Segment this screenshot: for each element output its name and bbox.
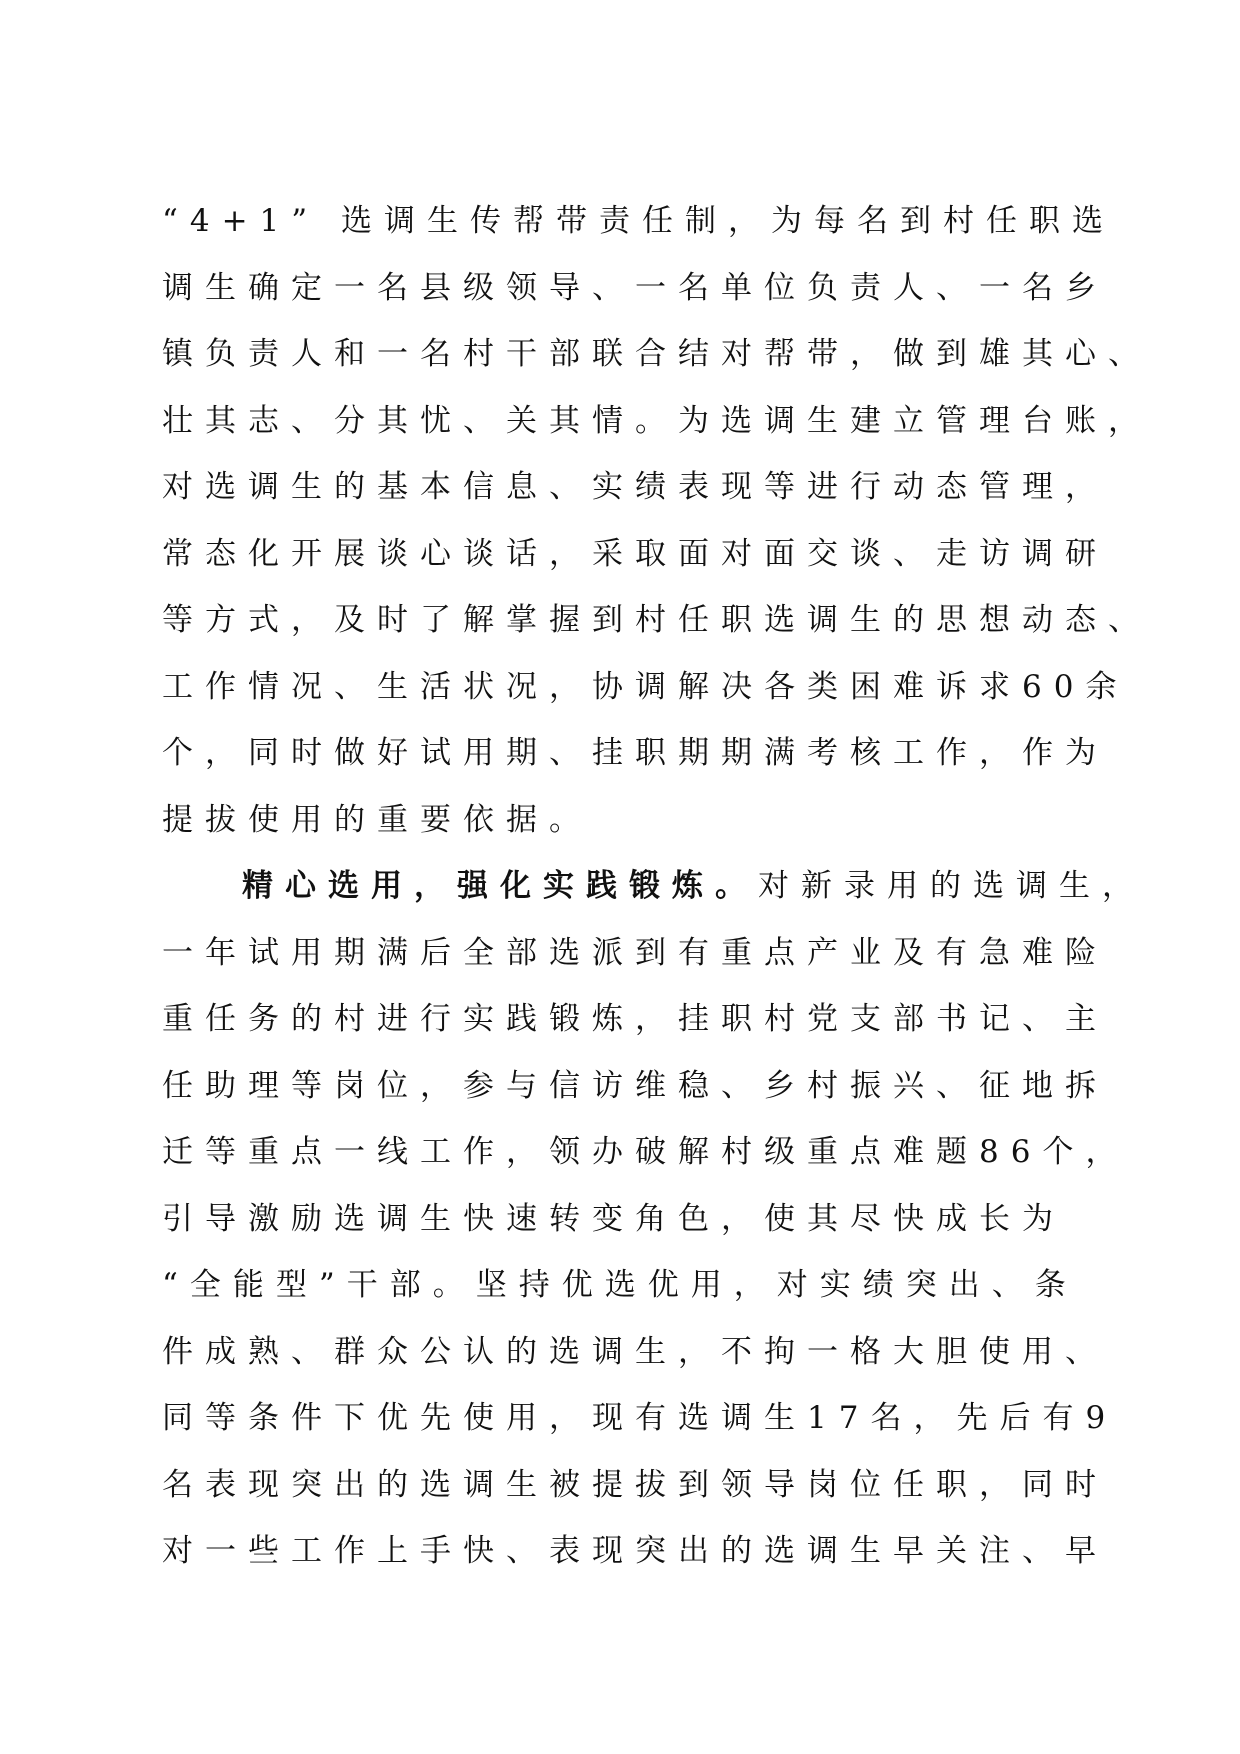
paragraph-first-line	[162, 853, 1145, 920]
text-line: 引导激励选调生快速转变角色，使其尽快成长为	[162, 1200, 1065, 1237]
text-line: 壮其志、分其忧、关其情。为选调生建立管理台账，	[162, 402, 1151, 439]
text-line: 镇负责人和一名村干部联合结对帮带，做到雄其心、	[162, 336, 1151, 372]
text-line: “4+1” 选调生传帮带责任制，为每名到村任职选	[162, 203, 1115, 239]
section-heading: 精心选用，强化实践锻炼。	[242, 868, 758, 904]
text-line: 重任务的村进行实践锻炼，挂职村党支部书记、主	[162, 1001, 1108, 1037]
text-line: 调生确定一名县级领导、一名单位负责人、一名乡	[162, 269, 1108, 306]
text-line: 个，同时做好试用期、挂职期期满考核工作，作为	[162, 735, 1108, 771]
text-run: 对新录用的选调生，	[758, 868, 1145, 904]
text-line: 一年试用期满后全部选派到有重点产业及有急难险	[162, 934, 1108, 971]
paragraph-2	[162, 853, 1145, 1585]
text-line: 等方式，及时了解掌握到村任职选调生的思想动态、	[162, 602, 1151, 638]
text-line: 常态化开展谈心谈话，采取面对面交谈、走访调研	[162, 535, 1108, 572]
text-line: 工作情况、生活状况，协调解决各类困难诉求60余	[162, 668, 1129, 705]
text-line: 对选调生的基本信息、实绩表现等进行动态管理，	[162, 469, 1108, 505]
text-line: 名表现突出的选调生被提拔到领导岗位任职，同时	[162, 1466, 1108, 1503]
text-line: 任助理等岗位，参与信访维稳、乡村振兴、征地拆	[162, 1067, 1108, 1104]
text-line: 对一些工作上手快、表现突出的选调生早关注、早	[162, 1533, 1108, 1569]
document-body	[162, 188, 1151, 1585]
text-line: 件成熟、群众公认的选调生，不拘一格大胆使用、	[162, 1333, 1108, 1370]
text-line: 同等条件下优先使用，现有选调生17名，先后有9	[162, 1400, 1118, 1436]
text-line: “全能型”干部。坚持优选优用，对实绩突出、条	[162, 1267, 1078, 1303]
text-line: 迁等重点一线工作，领办破解村级重点难题86个，	[162, 1134, 1129, 1170]
text-line: 提拔使用的重要依据。	[162, 801, 592, 838]
paragraph-1	[162, 188, 1151, 853]
